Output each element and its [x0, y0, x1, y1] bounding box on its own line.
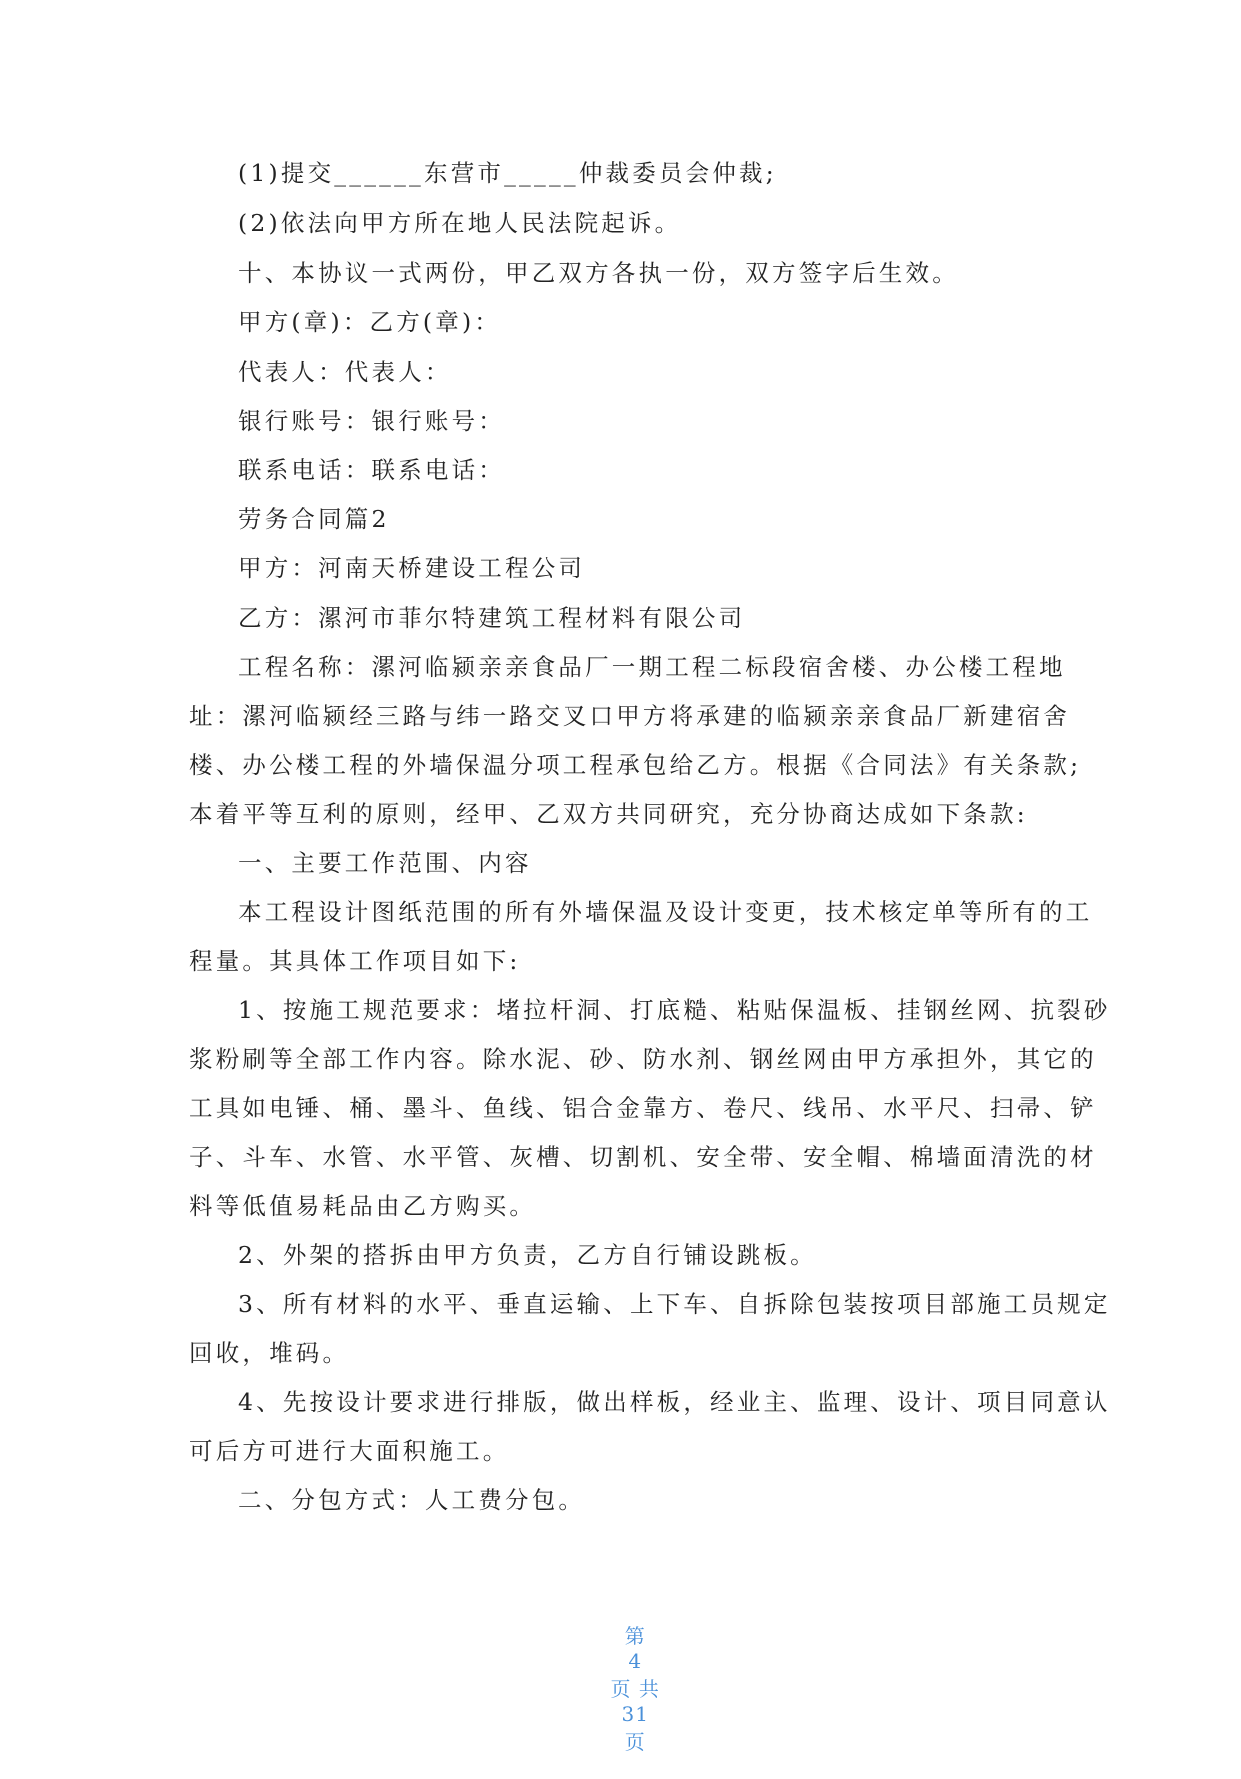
text-line: 十、本协议一式两份，甲乙双方各执一份，双方签字后生效。: [238, 259, 959, 287]
section-heading: 劳务合同篇2: [238, 505, 390, 533]
text-line: 甲方(章)：乙方(章)：: [238, 308, 502, 336]
text-line: 二、分包方式：人工费分包。: [238, 1486, 586, 1514]
text-line: 一、主要工作范围、内容: [238, 849, 532, 877]
total-pages-number: 31: [621, 1702, 649, 1726]
text-line: 4、先按设计要求进行排版，做出样板，经业主、监理、设计、项目同意认: [238, 1388, 1111, 1416]
text-line: 2、外架的搭拆由甲方负责，乙方自行铺设跳板。: [238, 1241, 817, 1269]
text-line: 工程名称：漯河临颍亲亲食品厂一期工程二标段宿舍楼、办公楼工程地: [238, 653, 1066, 681]
text-line: 乙方：漯河市菲尔特建筑工程材料有限公司: [238, 604, 746, 632]
text-line: (2)依法向甲方所在地人民法院起诉。: [238, 209, 682, 237]
text-line: 程量。其具体工作项目如下:: [189, 947, 521, 975]
current-page-number: 4: [628, 1649, 643, 1673]
text-line: 料等低值易耗品由乙方购买。: [189, 1192, 537, 1220]
footer-middle: 页 共: [610, 1677, 660, 1701]
footer-prefix: 第: [624, 1624, 646, 1648]
text-line: 1、按施工规范要求：堵拉杆洞、打底糙、粘贴保温板、挂钢丝网、抗裂砂: [238, 996, 1111, 1024]
text-line: 甲方：河南天桥建设工程公司: [238, 554, 586, 582]
footer-suffix: 页: [624, 1730, 646, 1754]
page-footer: [0, 1596, 1241, 1779]
text-line: 工具如电锤、桶、墨斗、鱼线、铝合金靠方、卷尺、线吊、水平尺、扫帚、铲: [189, 1094, 1097, 1122]
text-line: 3、所有材料的水平、垂直运输、上下车、自拆除包装按项目部施工员规定: [238, 1290, 1111, 1318]
text-line: 代表人：代表人：: [238, 358, 452, 386]
text-line: 本着平等互利的原则，经甲、乙双方共同研究，充分协商达成如下条款:: [189, 800, 1028, 828]
text-line: 本工程设计图纸范围的所有外墙保温及设计变更，技术核定单等所有的工: [238, 898, 1093, 926]
text-line: 银行账号：银行账号：: [238, 407, 505, 435]
text-line: 子、斗车、水管、水平管、灰槽、切割机、安全带、安全帽、棉墙面清洗的材: [189, 1143, 1097, 1171]
text-line: 浆粉刷等全部工作内容。除水泥、砂、防水剂、钢丝网由甲方承担外，其它的: [189, 1045, 1097, 1073]
text-line: 联系电话：联系电话：: [238, 456, 505, 484]
text-line: 可后方可进行大面积施工。: [189, 1437, 510, 1465]
text-line: 楼、办公楼工程的外墙保温分项工程承包给乙方。根据《合同法》有关条款;: [189, 751, 1082, 779]
text-line: (1)提交______东营市_____仲裁委员会仲裁;: [238, 159, 777, 187]
text-line: 回收，堆码。: [189, 1339, 350, 1367]
text-line: 址：漯河临颍经三路与纬一路交叉口甲方将承建的临颍亲亲食品厂新建宿舍: [189, 702, 1071, 730]
